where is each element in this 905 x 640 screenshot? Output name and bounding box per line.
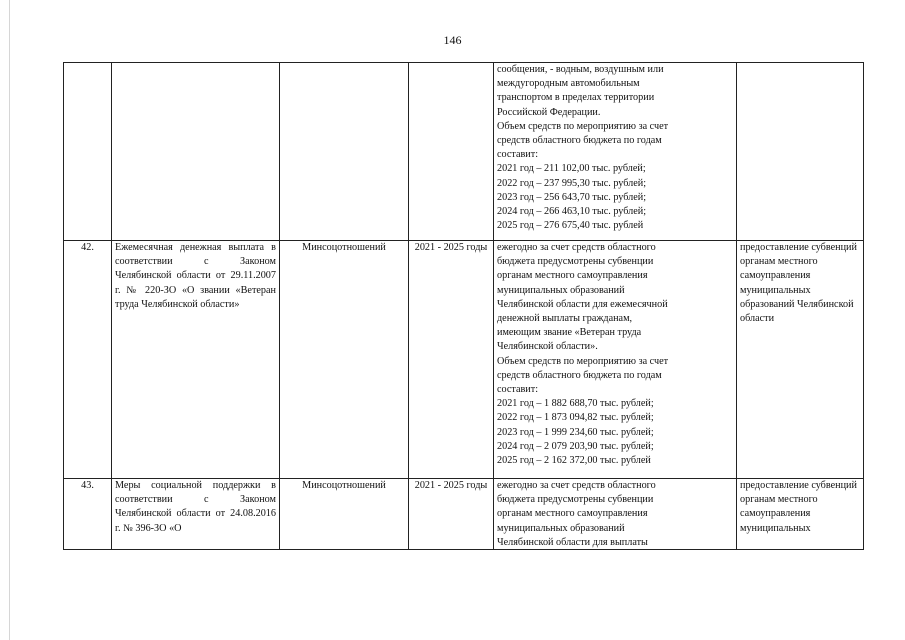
measures-table — [63, 62, 864, 550]
volume-line: средств областного бюджета по годам — [497, 135, 662, 147]
volume-line: 2025 год – 2 162 372,00 тыс. рублей — [497, 455, 651, 467]
description-line: междугородным автомобильным — [497, 78, 640, 90]
description-line: муниципальных образований — [497, 522, 625, 534]
measure-name-text: Меры социальной поддержки в соответствии с Законом Челябинской области от 24.08.2016 г. № 396-ЗО «О — [115, 480, 276, 534]
description-line: ежегодно за счет средств областного — [497, 480, 656, 491]
volume-line: 2021 год – 211 102,00 тыс. рублей; — [497, 163, 646, 175]
page-number: 146 — [443, 33, 462, 47]
volume-line: 2021 год – 1 882 688,70 тыс. рублей; — [497, 398, 654, 410]
measure-name — [112, 63, 280, 241]
measure-description — [494, 479, 737, 550]
period: 2021 - 2025 годы — [409, 479, 494, 550]
measure-description — [494, 241, 737, 479]
volume-line: 2024 год – 2 079 203,90 тыс. рублей; — [497, 440, 654, 452]
description-line: Российской Федерации. — [497, 106, 601, 118]
table-row — [64, 63, 864, 241]
table-row — [64, 241, 864, 479]
description-line: транспортом в пределах территории — [497, 92, 655, 104]
expected-result: предоставление субвенций органам местного самоуправления муниципальных образований Челябинской области — [737, 241, 864, 479]
table-row — [64, 479, 864, 550]
row-number: 42. — [64, 241, 112, 479]
measure-description — [494, 63, 737, 241]
executor: Минсоцотношений — [280, 479, 409, 550]
description-line: муниципальных образований — [497, 284, 625, 296]
description-line: сообщения, - водным, воздушным или — [497, 64, 664, 75]
description-line: Челябинской области». — [497, 341, 598, 353]
page-edge-line — [9, 0, 10, 640]
volume-line: составит: — [497, 149, 539, 161]
volume-line: 2024 год – 266 463,10 тыс. рублей; — [497, 206, 647, 218]
volume-line: 2023 год – 1 999 234,60 тыс. рублей; — [497, 426, 654, 438]
volume-line: средств областного бюджета по годам — [497, 369, 662, 381]
description-line: органам местного самоуправления — [497, 270, 648, 282]
description-line: ежегодно за счет средств областного — [497, 242, 656, 253]
row-number — [64, 63, 112, 241]
description-line: Челябинской области для выплаты — [497, 536, 648, 548]
period — [409, 63, 494, 241]
executor — [280, 63, 409, 241]
description-line: Челябинской области для ежемесячной — [497, 298, 668, 310]
volume-line: Объем средств по мероприятию за счет — [497, 355, 669, 367]
description-line: бюджета предусмотрены субвенции — [497, 494, 654, 506]
volume-line: 2022 год – 237 995,30 тыс. рублей; — [497, 177, 647, 189]
description-line: имеющим звание «Ветеран труда — [497, 327, 642, 339]
description-line: бюджета предусмотрены субвенции — [497, 256, 654, 268]
description-line: органам местного самоуправления — [497, 508, 648, 520]
volume-line: составит: — [497, 384, 539, 396]
executor: Минсоцотношений — [280, 241, 409, 479]
measure-name: Ежемесячная денежная выплата в соответствии с Законом Челябинской области от 29.11.2007 г. № 220-ЗО «О звании «Ветеран труда Челябинской области» — [112, 241, 280, 479]
measure-name — [112, 479, 280, 550]
row-number: 43. — [64, 479, 112, 550]
expected-result — [737, 479, 864, 550]
description-clip — [497, 479, 733, 549]
volume-line: 2022 год – 1 873 094,82 тыс. рублей; — [497, 412, 654, 424]
expected-result-text: предоставление субвенций органам местного самоуправления муниципальных — [740, 480, 857, 534]
volume-line: Объем средств по мероприятию за счет — [497, 120, 669, 132]
period: 2021 - 2025 годы — [409, 241, 494, 479]
volume-line: 2023 год – 256 643,70 тыс. рублей; — [497, 191, 647, 203]
volume-line: 2025 год – 276 675,40 тыс. рублей — [497, 220, 644, 232]
description-line: денежной выплаты гражданам, — [497, 313, 633, 325]
expected-result — [737, 63, 864, 241]
